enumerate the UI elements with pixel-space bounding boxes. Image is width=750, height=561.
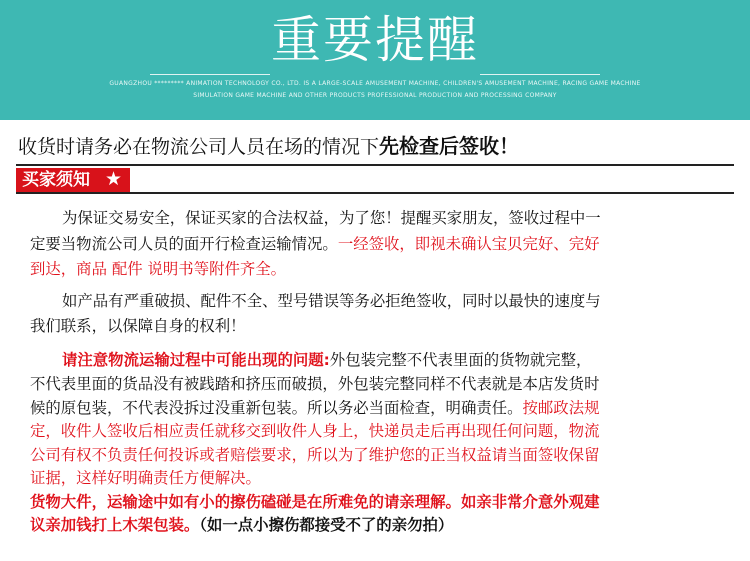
divider-top: [16, 164, 734, 166]
banner-subtitle-line1: GUANGZHOU ********* ANIMATION TECHNOLOGY CO., LTD. IS A LARGE-SCALE AMUSEMENT MACHINE, CHILDREN'S AMUSEMENT MACHINE, RACING GAME MACHINE: [109, 80, 641, 87]
para1-highlight: 一经签收，即视未确认宝贝完好、完好: [337, 235, 600, 253]
headline-text: 收货时请务必在物流公司人员在场的情况下: [18, 136, 380, 158]
para2-line1: 如产品有严重破损、配件不全、型号错误等务必拒绝签收，同时以最快的速度与: [62, 292, 601, 310]
para3-line3: 候的原包装，不代表没拆过没重新包装。所以务必当面检查，明确责任。按邮政法规: [30, 399, 600, 417]
para3-line1: 请注意物流运输过程中可能出现的问题:外包装完整不代表里面的货物就完整，: [62, 351, 592, 369]
notice-tag-label: 买家须知: [22, 170, 90, 190]
headline-emphasis: 先检查后签收！: [379, 134, 520, 158]
para3-warning: 请注意物流运输过程中可能出现的问题:: [62, 351, 330, 369]
star-icon: ★: [105, 168, 123, 190]
para3-line5: 公司有权不负责任何投诉或者赔偿要求，所以为了维护您的正当权益请当面签收保留: [30, 446, 600, 464]
para1-line1: 为保证交易安全，保证买家的合法权益，为了您！提醒买家朋友，签收过程中一: [62, 209, 601, 227]
para2-line2: 我们联系，以保障自身的权利！: [30, 317, 246, 335]
para3-line6: 证据，这样好明确责任方便解决。: [30, 469, 261, 487]
notice-tag: [16, 168, 130, 192]
para3-line4: 定，收件人签收后相应责任就移交到收件人身上，快递员走后再出现任何问题，物流: [30, 422, 600, 440]
divider-bottom: [16, 192, 734, 194]
banner-title: 重要提醒: [271, 11, 479, 69]
banner-rule-left: [150, 74, 270, 75]
para1-line2: 定要当物流公司人员的面开行检查运输情况。一经签收，即视未确认宝贝完好、完好: [30, 235, 600, 253]
para4-line2: 议亲加钱打上木架包装。（如一点小擦伤都接受不了的亲勿拍）: [30, 516, 454, 534]
para4-line1: 货物大件，运输途中如有小的擦伤磕碰是在所难免的请亲理解。如亲非常介意外观建: [30, 493, 600, 511]
headline: [18, 130, 519, 159]
para1-line3: 到达，商品 配件 说明书等附件齐全。: [30, 260, 287, 278]
para3-line2: 不代表里面的货品没有被践踏和挤压而破损，外包装完整同样不代表就是本店发货时: [30, 375, 600, 393]
banner-subtitle-line2: SIMULATION GAME MACHINE AND OTHER PRODUCTS PROFESSIONAL PRODUCTION AND PROCESSING COMPANY: [193, 92, 557, 99]
banner-rule-right: [480, 74, 600, 75]
header-banner: [0, 0, 750, 120]
